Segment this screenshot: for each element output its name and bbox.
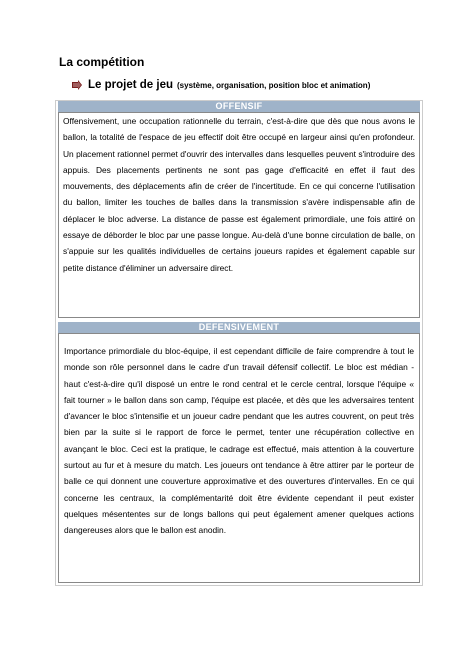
- subheading-note: (système, organisation, position bloc et animation): [177, 80, 371, 90]
- defensivement-header: DEFENSIVEMENT: [58, 322, 420, 333]
- subheading-title: Le projet de jeu: [88, 79, 173, 91]
- defensivement-text: Importance primordiale du bloc-équipe, il est cependant difficile de faire comprendre à tout le monde son rôle personnel dans le cadre d'un travail défensif collectif. Le bloc est médian - haut c'est-à-dire qu'il disposé un entre le rond central et le cercle central, lorsque l'équipe « fait tourner » le ballon dans son camp, l'équipe est placée, et dès que les adversaires tentent d'avancer le bloc s'intensifie et un joueur cadre pendant que les autres couvrent, on peut très bien par la suite si le rapport de force le permet, tenter une récupération collective en avançant le bloc. Ceci est la pratique, le cadrage est effectué, mais attention à la couverture surtout au fur et à mesure du match. Les joueurs ont tendance à être attirer par le porteur de balle ce qui donnent une couverture approximative et des ouvertures d'intervalles. En ce qui concerne les centraux, la complémentarité doit être évidente cependant il peut exister quelques mésententes sur de longs ballons qui peut également amener quelques actions dangereuses alors que le ballon est anodin.: [64, 346, 414, 536]
- subheading: [72, 79, 370, 91]
- offensif-header: OFFENSIF: [58, 101, 420, 112]
- offensif-text: Offensivement, une occupation rationnelle du terrain, c'est-à-dire que dès que nous avons le ballon, la totalité de l'espace de jeu effectif doit être occupé en largeur ainsi qu'en profondeur. Un placement rationnel permet d'ouvrir des intervalles dans lesquelles peuvent s'introduire des appuis. Des placements pertinents ne sont pas gage d'efficacité en effet il faut des mouvements, des déplacements afin de créer de l'incertitude. En ce qui concerne l'utilisation du ballon, limiter les touches de balles dans la transmission s'avère indispensable afin de déplacer le bloc adverse. La distance de passe est également primordiale, une fois attiré on essaye de déborder le bloc par une passe longue. Au-delà d'une bonne circulation de balle, on s'appuie sur les qualités individuelles de certains joueurs rapides et également capable sur petite distance d'éliminer un adversaire direct.: [63, 116, 415, 273]
- arrow-bullet-icon: [72, 80, 82, 90]
- section-heading: La compétition: [59, 55, 145, 69]
